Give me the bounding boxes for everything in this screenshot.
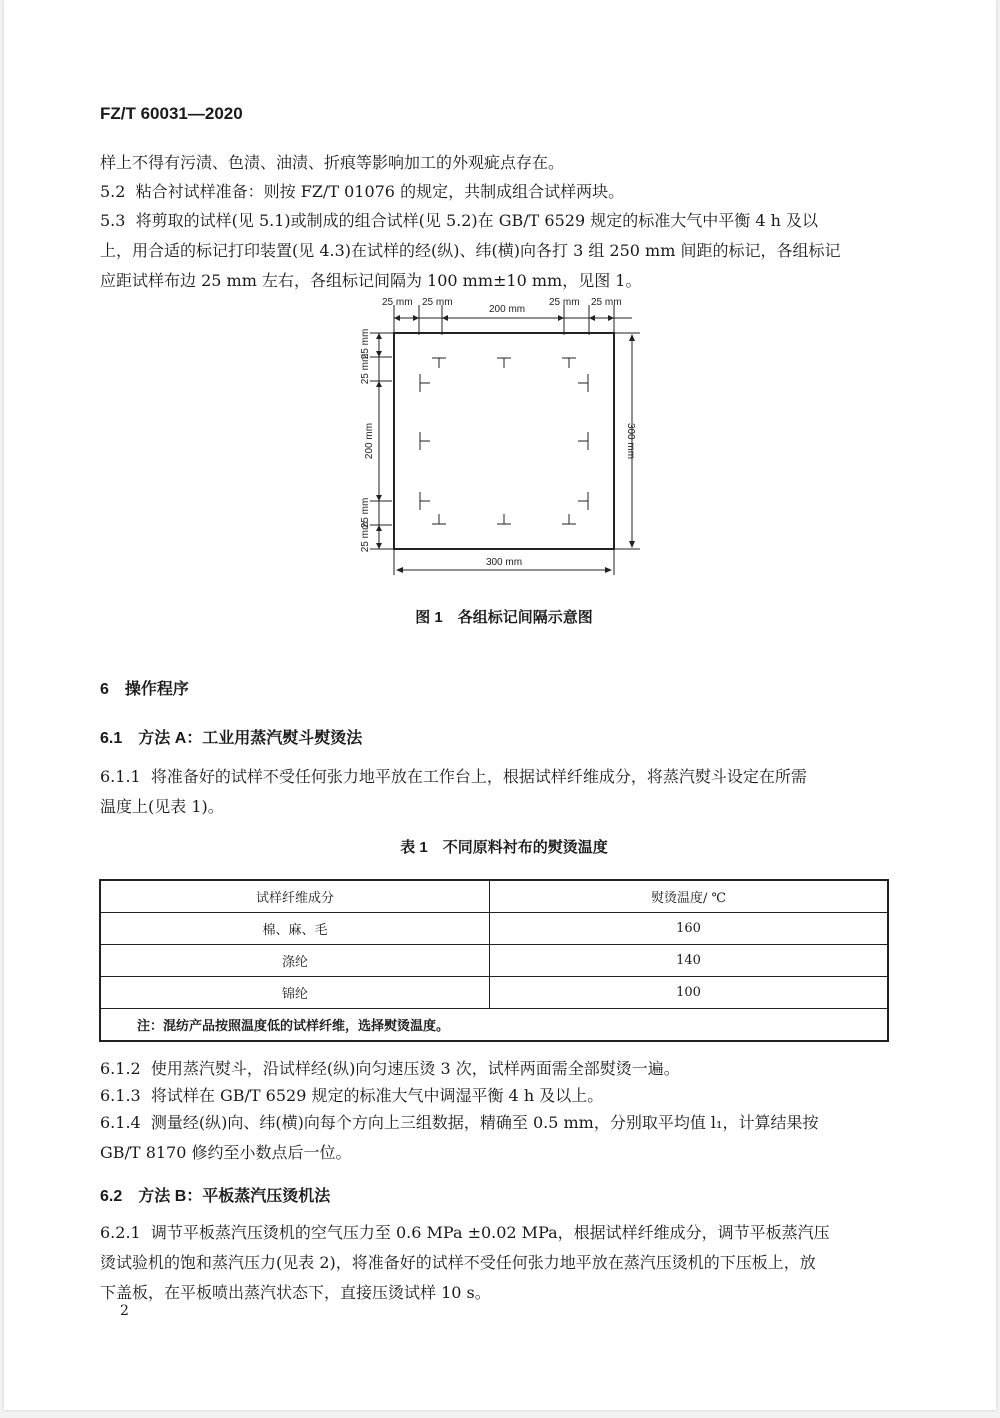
dim-label-bottom: 300 mm [485, 557, 523, 568]
table-header-cell: 熨烫温度/ ℃ [490, 880, 889, 913]
table-1 [99, 879, 889, 1042]
dim-label-top-3: 200 mm [489, 304, 526, 315]
paragraph-line: 测量经(纵)向、纬(横)向每个方向上三组数据，精确至 0.5 mm，分别取平均值 l₁，计算结果按 [150, 1113, 819, 1132]
paragraph-line: 调节平板蒸汽压烫机的空气压力至 0.6 MPa ±0.02 MPa，根据试样纤维成分，调节平板蒸汽压 [150, 1223, 830, 1242]
paragraph-line: 烫试验机的饱和蒸汽压力(见表 2)，将准备好的试样不受任何张力地平放在蒸汽压烫机的下压板上，放 [100, 1253, 816, 1272]
table-1-caption: 表 1 不同原料衬布的熨烫温度 [400, 839, 608, 856]
dim-label-top-5: 25 mm [591, 297, 622, 308]
paragraph-line: GB/T 8170 修约至小数点后一位。 [100, 1143, 352, 1162]
table-row [100, 977, 888, 1009]
paragraph-line: 应距试样布边 25 mm 左右，各组标记间隔为 100 mm±10 mm，见图 1。 [100, 271, 642, 290]
paragraph-line: 上，用合适的标记打印装置(见 4.3)在试样的经(纵)、纬(横)向各打 3 组 250 mm 间距的标记，各组标记 [100, 241, 841, 260]
dim-label-left-1: 25 mm [360, 328, 371, 360]
table-row [100, 945, 888, 977]
dim-label-top-2: 25 mm [422, 297, 453, 308]
dim-label-left-4: 25 mm [360, 497, 371, 529]
paragraph-6-1-4 [100, 1108, 920, 1168]
figure-1-diagram [344, 290, 664, 580]
paragraph-text: 粘合衬试样准备：则按 FZ/T 01076 的规定，共制成组合试样两块。 [135, 182, 625, 201]
paragraph-line: 温度上(见表 1)。 [100, 797, 224, 816]
table-note-row [100, 1009, 888, 1042]
dim-label-left-5: 25 mm [360, 521, 371, 553]
table-note: 注：混纺产品按照温度低的试样纤维，选择熨烫温度。 [100, 1009, 888, 1042]
page-number: 2 [120, 1303, 129, 1319]
paragraph-line: 将剪取的试样(见 5.1)或制成的组合试样(见 5.2)在 GB/T 6529 规定的标准大气中平衡 4 h 及以 [135, 211, 818, 230]
section-6-1-title: 6.1 方法 A：工业用蒸汽熨斗熨烫法 [100, 730, 363, 747]
paragraph-6-2-1 [100, 1218, 920, 1308]
table-cell: 涤纶 [100, 945, 490, 977]
dim-label-left-3: 200 mm [364, 422, 375, 460]
table-cell: 100 [490, 977, 889, 1009]
table-cell: 锦纶 [100, 977, 490, 1009]
paragraph-line: 将准备好的试样不受任何张力地平放在工作台上，根据试样纤维成分，将蒸汽熨斗设定在所需 [150, 767, 807, 786]
paragraph-text: 将试样在 GB/T 6529 规定的标准大气中调湿平衡 4 h 及以上。 [150, 1086, 604, 1105]
paragraph-5-2 [100, 177, 900, 207]
table-cell: 棉、麻、毛 [100, 913, 490, 945]
section-6-2-title: 6.2 方法 B：平板蒸汽压烫机法 [100, 1188, 331, 1205]
table-header-row [100, 880, 888, 913]
dim-label-right: 300 mm [625, 422, 636, 460]
table-cell: 140 [490, 945, 889, 977]
paragraph-text: 使用蒸汽熨斗，沿试样经(纵)向匀速压烫 3 次，试样两面需全部熨烫一遍。 [150, 1059, 680, 1078]
section-number: 5.3 [100, 211, 126, 230]
paragraph-6-1-3 [100, 1081, 920, 1111]
section-number: 6.1.4 [100, 1113, 141, 1132]
section-number: 6.2.1 [100, 1223, 141, 1242]
table-row [100, 913, 888, 945]
paragraph-6-1-1 [100, 762, 920, 822]
figure-1-caption: 图 1 各组标记间隔示意图 [415, 609, 593, 626]
section-number: 5.2 [100, 182, 126, 201]
document-page [4, 0, 996, 1410]
section-6-title: 6 操作程序 [100, 681, 189, 698]
table-header-cell: 试样纤维成分 [100, 880, 490, 913]
section-number: 6.1.3 [100, 1086, 141, 1105]
standard-number-header: FZ/T 60031—2020 [100, 104, 243, 123]
table-cell: 160 [490, 913, 889, 945]
section-number: 6.1.2 [100, 1059, 141, 1078]
paragraph-continuation: 样上不得有污渍、色渍、油渍、折痕等影响加工的外观疵点存在。 [100, 153, 565, 172]
dim-label-top-4: 25 mm [549, 297, 580, 308]
paragraph-5-3 [100, 206, 920, 296]
paragraph-6-1-2 [100, 1054, 920, 1084]
section-number: 6.1.1 [100, 767, 141, 786]
dim-label-top-1: 25 mm [382, 297, 413, 308]
dim-label-left-2: 25 mm [360, 353, 371, 385]
paragraph-line: 下盖板，在平板喷出蒸汽状态下，直接压烫试样 10 s。 [100, 1283, 491, 1302]
